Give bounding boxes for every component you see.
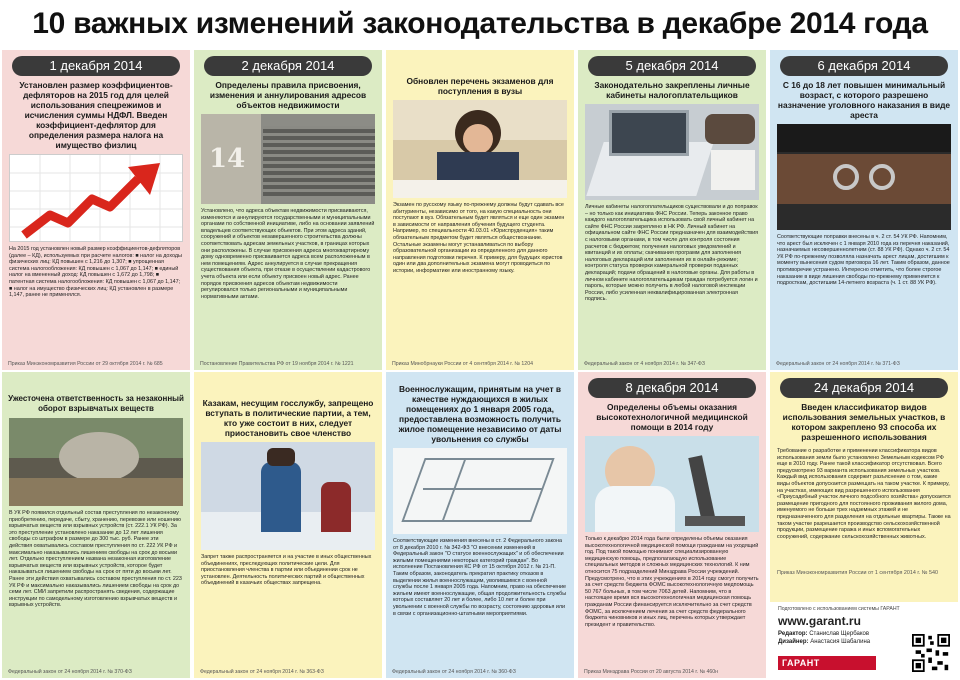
card-heading: Установлен размер коэффициентов-дефляторов на 2015 год для целей использования спецрежимов и исчисления суммы НДФЛ. Введен коэффициент-дефлятор для определения размера налога на имущество физлиц	[19, 80, 173, 150]
card-dec-24	[770, 372, 958, 678]
card-dec-2	[194, 50, 382, 370]
qr-code-icon[interactable]	[912, 634, 950, 672]
date-badge: 6 декабря 2014	[780, 56, 948, 76]
editor-name: Станислав Щербаков	[809, 631, 870, 637]
card-heading: Казакам, несущим госслужбу, запрещено вступать в политические партии, а тем, кто уже состоит в них, следует приостановить свое членство	[202, 398, 374, 438]
card-source: Приказ Минэкономразвития России от 29 октября 2014 г. № 685	[8, 361, 163, 367]
card-explosives	[2, 372, 190, 678]
card-body: В УК РФ появился отдельный состав преступления по незаконному приобретению, передаче, сбыту, хранению, перевозке или ношению взрывчатых веществ или взрывных устройств (ст. 222.1 УК РФ). За это преступление установлено наказание до 12 лет лишения свободы со штрафом в размере до 300 тыс. руб. Ранее эти действия охватывались составом преступления по ст. 222 УК РФ и максимально наказывались лишением свободы на срок до восьми лет. Отдельно преступлением названа незаконная изготовление взрывчатых веществ или взрывных устройств, которое будет наказываться лишением свободы на срок от пяти до восьми лет. Ранее эти действия охватывались составом преступления по ст. 223 УК РФ и максимально наказывались лишением свободы на срок до семи лет. СМИ запретили распространять сведения, содержащие инструкции по самодельному изготовлению взрывчатых веществ и взрывных устройств.	[9, 510, 182, 609]
office-laptop-image	[585, 104, 759, 200]
card-source: Федеральный закон от 24 ноября 2014 г. № 370-ФЗ	[8, 669, 132, 675]
growth-arrow-icon	[10, 155, 183, 242]
garant-link[interactable]: www.garant.ru	[778, 614, 861, 628]
date-badge: 5 декабря 2014	[588, 56, 756, 76]
card-heading: Обновлен перечень экзаменов для поступления в вузы	[406, 76, 554, 96]
card-body: Только к декабрю 2014 года были определены объемы оказания высокотехнологичной медицинской помощи гражданам на уходящий год. Под такой помощью понимают специализированную медицинскую помощь, предполагающую использование специальных методов и сложных медицинских технологий. К ним относится 75 подразделений Минздрава России учреждений. Предусмотрено, что в этих учреждениях в 2014 году смогут получить за счет средств бюджета ФОМС высокотехнологичную медпомощь 50 767 больных, в том числе 7063 детей. Напомним, что в настоящее время вся высокотехнологичная медицинская помощь гражданам России финансируется исключительно за счет средств ФОМС, за исключением лечения за счет средств федерального бюджета чиновников и иных лиц, перечень которых утверждает президент и правительство.	[585, 536, 759, 628]
date-badge: 1 декабря 2014	[12, 56, 180, 76]
card-dec-8	[578, 372, 766, 678]
card-dec-6	[770, 50, 958, 370]
card-heading: Военнослужащим, принятым на учет в качестве нуждающихся в жилых помещениях до 1 января 2005 года, предоставлена возможность получить жилое помещение независимо от даты увольнения со службы	[398, 384, 562, 444]
date-badge: 2 декабря 2014	[204, 56, 372, 76]
date-badge: 8 декабря 2014	[588, 378, 756, 398]
card-exams	[386, 50, 574, 370]
footer-credits	[770, 602, 958, 678]
card-heading: Введен классификатор видов использования земельных участков, в котором закреплено 93 способа их разрешенного использования	[782, 402, 946, 442]
card-body: На 2015 год установлен новый размер коэффициентов-дефляторов (далее – КД), используемых при расчете налогов: ■ налог на доходы физических лиц: КД повышен с 1,216 до 1,307; ■ упрощенная система налогообложения: КД повышен с 1,067 до 1,147; ■ единый налог на вмененный доход: КД повышен с 1,672 до 1,798; ■ патентная система налогообложения: КД повышен с 1,067 до 1,147; ■ налог на имущество физических лиц: КД установлен в размере 1,147, ранее не применялся.	[9, 246, 182, 299]
card-body: Соответствующие поправки внесены в ч. 2 ст. 54 УК РФ. Напомним, что арест был исключен с 1 января 2010 года из перечня наказаний, назначаемых несовершеннолетним (ст. 88 УК РФ). Однако ч. 2 ст. 54 УК РФ по-прежнему позволяла назначать арест лицам, достигшим к моменту вынесения судом приговора 16 лет. Таким образом, данное противоречие устранено. Интересно отметить, что более строгое наказание в виде лишения свободы по-прежнему применяется к подросткам, достигшим 14-летнего возраста (ч. 1 ст. 88 УК РФ).	[777, 234, 950, 287]
card-heading: Ужесточена ответственность за незаконный оборот взрывчатых веществ	[8, 394, 184, 413]
card-heading: С 16 до 18 лет повышен минимальный возраст, с которого разрешено назначение уголовного наказания в виде ареста	[777, 80, 951, 120]
explosion-image	[9, 418, 183, 506]
handcuffs-image	[777, 124, 951, 230]
card-source: Приказ Минэкономразвития России от 1 сентября 2014 г. № 540	[777, 570, 938, 576]
students-exam-image	[393, 100, 567, 198]
card-military-housing	[386, 372, 574, 678]
card-dec-5	[578, 50, 766, 370]
card-heading: Определены правила присвоения, изменения и аннулирования адресов объектов недвижимости	[209, 80, 367, 110]
card-source: Федеральный закон от 24 ноября 2014 г. № 363-ФЗ	[200, 669, 324, 675]
card-body: Установлено, что адреса объектам недвижимости присваиваются, изменяются и аннулируются государственными и муниципальными органами по собственной инициативе, либо на основании заявлений владельцев соответствующих объектов. При этом адреса зданий, сооружений и объектов незавершенного строительства должны соответствовать адресам земельных участков, в границах которых они расположены. В случае присвоения адреса многоквартирному дому одновременно присваивается адреса всем расположенным в нем помещениям. Адрес аннулируется в случае прекращения существования объекта, при отказе в осуществлении кадастрового учета объекта или если объекту присвоен новый адрес. Ранее порядок присвоения адресов объектам недвижимости регулировался только региональными и муниципальными нормативными актами.	[201, 208, 375, 300]
card-source: Постановление Правительства РФ от 19 ноября 2014 г. № 1221	[200, 361, 354, 367]
footer-promo: Подготовлено с использованием системы ГАРАНТ	[778, 606, 900, 612]
card-cossacks	[194, 372, 382, 678]
editor-label: Редактор:	[778, 631, 808, 637]
designer-name: Анастасия Шабалина	[810, 639, 871, 645]
floor-plan-image	[393, 448, 567, 534]
cossacks-image	[201, 442, 375, 550]
card-source: Федеральный закон от 24 ноября 2014 г. № 360-ФЗ	[392, 669, 516, 675]
growth-chart-image	[9, 154, 183, 242]
card-body: Соответствующие изменения внесены в ст. 2 Федерального закона от 8 декабря 2010 г. № 342-ФЗ "О внесении изменений в Федеральный закон "О статусе военнослужащих" и об обеспечении жилыми помещениями некоторых категорий граждан". Во исполнение Постановления КС РФ от 15 октября 2012 г. № 21-П. Таким образом, законодатель прекратил практику отказов в выделении жилья военнослужащим, уволившимся с военной службы после 1 января 2005 года. Напомним, право на обеспечение жильем имеют военнослужащие, общая продолжительность службы которых составляет 20 лет и более, либо 10 лет и более при увольнении с военной службы по возрасту, состоянию здоровья или в связи с организационно-штатными мероприятиями.	[393, 538, 567, 617]
garant-logo: ГАРАНТ	[778, 656, 876, 670]
card-source: Приказ Минобрнауки России от 4 сентября 2014 г. № 1204	[392, 361, 533, 367]
card-source: Федеральный закон от 24 ноября 2014 г. № 371-ФЗ	[776, 361, 900, 367]
house-number-image	[201, 114, 375, 204]
card-body: Экзамен по русскому языку по-прежнему должны будут сдавать все абитуриенты, независимо от того, на какую специальность они поступают в вуз. Обязательным будет являться и еще один экзамен в зависимости от направления обучения будущего студента. Например, по специальности 40.03.01 «Юриспруденция» таким обязательным предметом будет являться обществознание. Остальные экзамены могут устанавливаться по выбору образовательной организации из определенного для данного направления подготовки перечня. К примеру, для будущих юристов один или два дополнительных экзамена могут проводиться по истории, информатике или иностранному языку.	[393, 202, 565, 274]
page-title: 10 важных изменений законодательства в декабре 2014 года	[32, 7, 928, 40]
house-number: 14	[209, 144, 246, 174]
lab-microscope-image	[585, 436, 759, 532]
card-heading: Законодательно закреплены личные кабинеты налогоплательщиков	[594, 80, 750, 100]
date-badge: 24 декабря 2014	[780, 378, 948, 398]
card-body: Требование о разработке и применении классификатора видов использования земли было установлено Земельным кодексом РФ еще в 2010 году. Ранее такой классификатор отсутствовал. Всего предусмотрено 93 варианта использования земельных участков. Каждый вид использования содержит разъяснение о том, какие виды объектов допускается размещать на таком участке. К примеру, на участках, имеющих вид разрешенного использования «Приусадебный участок личного подсобного хозяйства» допускается размещение пригодного для постоянного проживания жилого дома, именуемого не больше трех надземных этажей и не предназначенного для разделения на отдельные квартиры. Также на таком участке разрешается производство сельскохозяйственной продукции, размещение гаража и иных вспомогательных сооружений, содержание сельскохозяйственных животных.	[777, 448, 951, 540]
card-source: Федеральный закон от 4 ноября 2014 г. № 347-ФЗ	[584, 361, 705, 367]
card-heading: Определены объемы оказания высокотехнологичной медицинской помощи в 2014 году	[596, 402, 748, 432]
card-body: Запрет также распространяется и на участие в иных общественных объединениях, преследующих политические цели. Для приостановления членства в партии или объединении срок не установлен. Деятельность политических партий и общественных объединений в казачьих обществах запрещена.	[201, 554, 372, 587]
designer-label: Дизайнер:	[778, 639, 809, 645]
card-source: Приказ Минздрава России от 20 августа 2014 г. № 460н	[584, 669, 719, 675]
card-dec-1	[2, 50, 190, 370]
card-body: Личные кабинеты налогоплательщиков существовали и до поправок – но только как инициатива ФНС России. Теперь законное право каждого налогоплательщика использовать свой личный кабинет на сайте ФНС России закреплено в НК РФ. Личный кабинет на официальном сайте ФНС России предназначен для взаимодействия с налоговыми органами, в том числе для контроля состояния расчетов с бюджетом; получения налоговых уведомлений и квитанций и их оплаты; скачивания программ для заполнения налоговых деклараций или заполнения их в онлайн-режиме; контроля статуса проверки камеральной проверки поданных деклараций; подачи обращений в налоговые органы. Для работы в личном кабинете налогоплательщикам граждан потребуется логин и пароль, которые можно получить в любой налоговой инспекции России, либо усиленная неквалифицированная электронная подпись.	[585, 204, 759, 303]
